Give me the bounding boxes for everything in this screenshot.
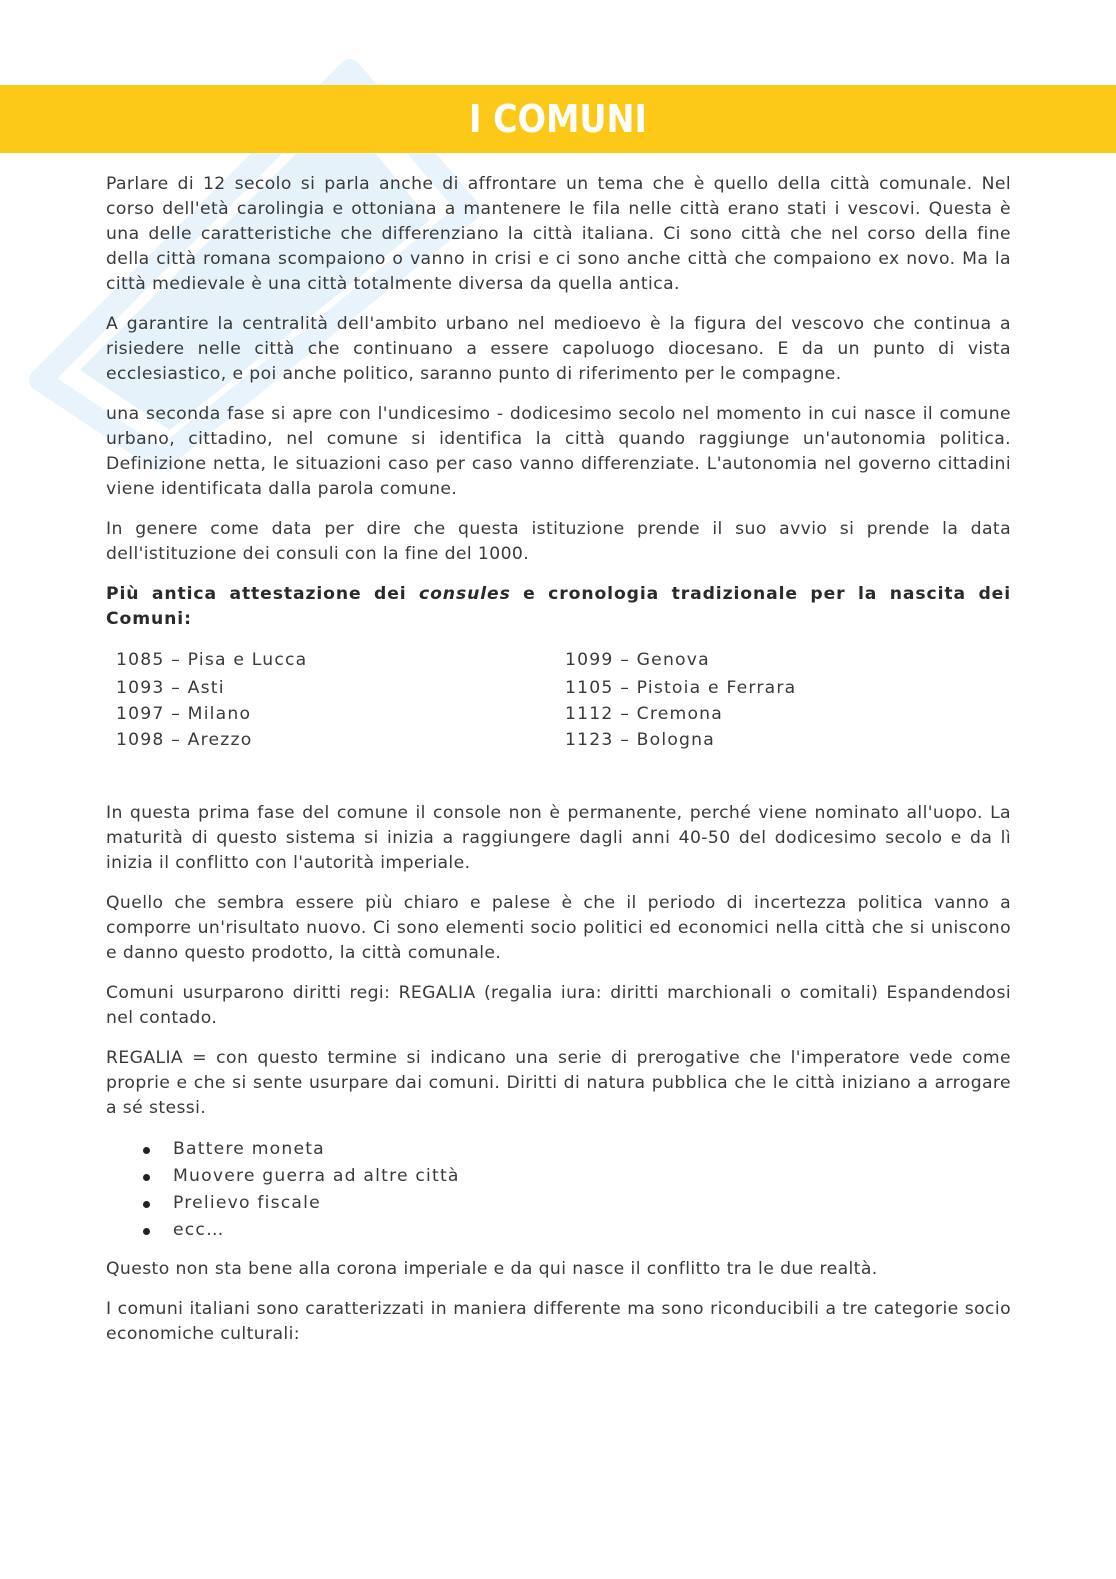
- title-band: [0, 85, 1116, 153]
- date-item: 1112 – Cremona: [565, 704, 724, 724]
- dates-list: [116, 647, 1011, 753]
- consules-intro: Più antica attestazione dei: [106, 584, 420, 604]
- paragraph: In genere come data per dire che questa istituzione prende il suo avvio si prende la data dell'istituzione dei consuli con la fine del 1000.: [106, 519, 1011, 564]
- paragraph: Quello che sembra essere più chiaro e palese è che il periodo di incertezza politica vanno a comporre un'risultato nuovo. Ci sono elementi socio politici ed economici nella città che si uniscono e danno questo prodotto, la città comunale.: [106, 893, 1011, 963]
- paragraph: In questa prima fase del comune il console non è permanente, perché viene nominato all'uopo. La maturità di questo sistema si inizia a raggiungere dagli anni 40-50 del dodicesimo secolo e da lì inizia il conflitto con l'autorità imperiale.: [106, 803, 1011, 873]
- consules-term: consules: [419, 584, 511, 604]
- date-item: 1105 – Pistoia e Ferrara: [565, 678, 797, 698]
- list-item: Prelievo fiscale: [173, 1190, 1011, 1217]
- date-item: 1097 – Milano: [116, 704, 252, 724]
- paragraph: Parlare di 12 secolo si parla anche di affrontare un tema che è quello della città comunale. Nel corso dell'età carolingia e ottoniana a mantenere le fila nelle città erano stati i vescovi. Questa è una delle caratteristiche che differenziano la città italiana. Ci sono città che nel corso della fine della città romana scompaiono o vanno in crisi e ci sono anche città che compaiono ex novo. Ma la città medievale è una città totalmente diversa da quella antica.: [106, 174, 1011, 294]
- bullet-list: [106, 1136, 1011, 1244]
- list-item: Muovere guerra ad altre città: [173, 1163, 1011, 1190]
- paragraph: una seconda fase si apre con l'undicesimo - dodicesimo secolo nel momento in cui nasce il comune urbano, cittadino, nel comune si identifica la città quando raggiunge un'autonomia politica. Definizione netta, le situazioni caso per caso vanno differenziate. L'autonomia nel governo cittadini viene identificata dalla parola comune.: [106, 404, 1011, 499]
- page-title: I COMUNI: [469, 97, 647, 141]
- consules-rest: e cronologia tradizionale per la nascita dei Comuni:: [106, 584, 1011, 629]
- date-item: 1093 – Asti: [116, 678, 225, 698]
- list-item: ecc…: [173, 1217, 1011, 1244]
- paragraph: REGALIA = con questo termine si indicano una serie di prerogative che l'imperatore vede come proprie e che si sente usurpare dai comuni. Diritti di natura pubblica che le città iniziano a arrogare a sé stessi.: [106, 1048, 1011, 1118]
- paragraph-consules: [106, 582, 1011, 632]
- paragraph: Questo non sta bene alla corona imperiale e da qui nasce il conflitto tra le due realtà.: [106, 1259, 878, 1279]
- date-item: 1085 – Pisa e Lucca: [116, 650, 308, 670]
- date-item: 1098 – Arezzo: [116, 730, 253, 750]
- document-body: [106, 172, 1011, 1362]
- paragraph: Comuni usurparono diritti regi: REGALIA (regalia iura: diritti marchionali o comitali) Espandendosi nel contado.: [106, 983, 1011, 1028]
- date-item: 1123 – Bologna: [565, 730, 715, 750]
- date-item: 1099 – Genova: [565, 650, 710, 670]
- list-item: Battere moneta: [173, 1136, 1011, 1163]
- paragraph: A garantire la centralità dell'ambito urbano nel medioevo è la figura del vescovo che continua a risiedere nelle città che continuano a essere capoluogo diocesano. E da un punto di vista ecclesiastico, e poi anche politico, saranno punto di riferimento per le compagne.: [106, 314, 1011, 384]
- paragraph: I comuni italiani sono caratterizzati in maniera differente ma sono riconducibili a tre categorie socio economiche culturali:: [106, 1299, 1011, 1344]
